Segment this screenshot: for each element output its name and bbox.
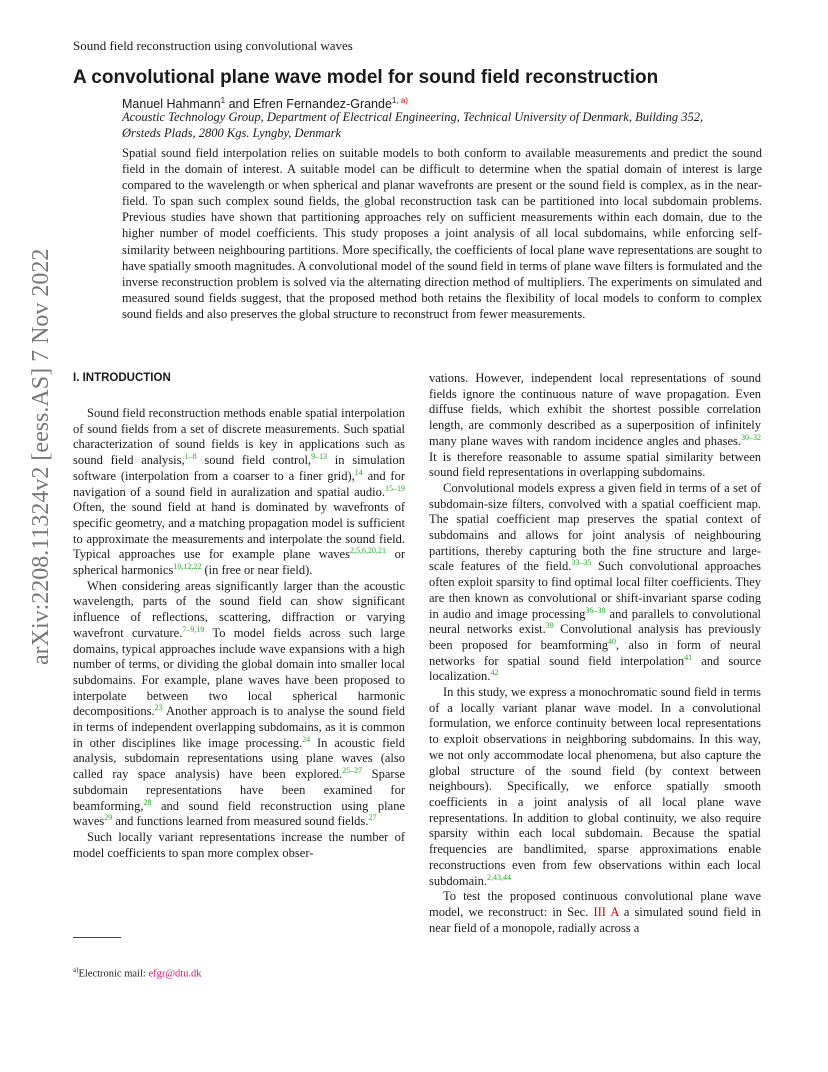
author-name: Efren Fernandez-Grande — [252, 97, 392, 112]
citation-link[interactable]: 10,12,22 — [173, 561, 202, 571]
paragraph: In this study, we express a monochromatic sound field in terms of a locally variant planar wave model. In a convolutional formulation, we enforce continuity between local representations to exploit observations in neighboring subdomains. In this way, we not only accommodate local phenomena, but also capture the global structure of the sound field (by context between neighbours). Specifically, we enforce spatially smooth coefficients in a joint analysis of all local plane wave representations. In addition to global continuity, we also require sparsity within each local subdomain. Because the spatial frequencies are bandlimited, sparse approximations enable reconstructions even from few observations within each local subdomain.$^{2,43,44}$ — [429, 685, 761, 888]
footnote-mark-link[interactable]: a) — [398, 96, 408, 105]
right-column — [429, 371, 761, 936]
paragraph: To test the proposed continuous convolutional plane wave model, we reconstruct: in Sec. III A a simulated sound field in near field of a monopole, radially across a — [429, 889, 761, 935]
affiliation-line: Ørsteds Plads, 2800 Kgs. Lyngby, Denmark — [122, 126, 342, 140]
section-heading: I. INTRODUCTION — [73, 372, 171, 384]
affiliation — [122, 109, 762, 141]
citation-link[interactable]: 1–8 — [184, 451, 197, 461]
running-head: Sound field reconstruction using convolutional waves — [73, 38, 353, 53]
paragraph: Convolutional models express a given field in terms of a set of subdomain-size filters, convolved with a spatial coefficient map. The spatial coefficient map preserves the spatial context of subdomains and allows for joint analysis of neighbouring partitions, thereby capturing both the fine structure and large-scale features of the field.$^{33-35}$ Such convolutional approaches often exploit sparsity to find optimal local filter coefficients. They are then known as convolutional or shift-invariant sparse coding in audio and image processing$^{36-38}$ and parallels to convolutional neural networks exist.$^{39}$ Convolutional analysis has previously been proposed for beamforming$^{40}$, also in form of neural networks for spatial sound field interpolation$^{41}$ and source localization.$^{42}$ — [429, 480, 761, 684]
affiliation-mark: 1, a) — [391, 96, 408, 105]
author-name: Manuel Hahmann — [122, 97, 221, 112]
citation-link[interactable]: 42 — [490, 668, 499, 678]
citation-link[interactable]: 41 — [684, 652, 693, 662]
footnote-rule — [73, 937, 121, 938]
citation-link[interactable]: 27 — [368, 813, 377, 823]
arxiv-stamp-text: arXiv:2208.11324v2 [eess.AS] 7 Nov 2022 — [28, 248, 54, 665]
citation-link[interactable]: 30–32 — [741, 432, 761, 442]
footnote — [73, 963, 403, 982]
citation-link[interactable]: 2,43,44 — [486, 872, 511, 882]
paragraph: Sound field reconstruction methods enable spatial interpolation of sound fields from a set of discrete measurements. Such spatial characterization of sound fields is key in applications such as sound field analysis,$^{1-8}$ sound field control,$^{9-13}$ in simulation software (interpolation from a coarser to a finer grid),$^{14}$ and for navigation of a sound field in auralization and spatial audio.$^{15-19}$ Often, the sound field at hand is dominated by wavefronts of specific geometry, and a matching propagation model is sufficient to approximate the measurements and interpolate the sound field. Typical approaches use for example plane waves$^{2,5,6,20,21}$ or spherical harmonics$^{10,12,22}$ (in free or near field). — [73, 406, 406, 578]
paper-title: A convolutional plane wave model for sound field reconstruction — [73, 67, 659, 88]
citation-link[interactable]: 24 — [302, 734, 311, 744]
citation-link[interactable]: 7–9,19 — [182, 624, 205, 634]
citation-link[interactable]: 2,5,6,20,21 — [349, 546, 386, 556]
paragraph: vations. However, independent local representations of sound fields ignore the continuous nature of wave propagation. Even diffuse fields, which exhibit the shortest possible correlation length, are commonly described as a superposition of infinitely many plane waves with random incidence angles and phases.$^{30-32}$ It is therefore reasonable to assume spatial similarity between sound field representations in overlapping subdomains. — [429, 371, 761, 480]
affiliation-line: Acoustic Technology Group, Department of Electrical Engineering, Technical University of Denmark, Building 352, — [122, 110, 704, 124]
section-crossref-link[interactable]: III A — [593, 904, 619, 919]
citation-link[interactable]: 15–19 — [385, 483, 405, 493]
citation-link[interactable]: 36–38 — [585, 605, 606, 615]
paragraph: When considering areas significantly larger than the acoustic wavelength, parts of the sound field can show significant influence of reflections, scattering, diffraction or varying wavefront curvature.$^{7-9,19}$ To model fields across such large domains, typical approaches include wave expansions with a high number of terms, or dividing the global domain into smaller local subdomains. For example, plane waves have been proposed to interpolate between two local spherical harmonic decompositions.$^{23}$ Another approach is to analyse the sound field in terms of independent overlapping subdomains, as it is common in other disciplines like image processing.$^{24}$ In acoustic field analysis, subdomain representations using plane waves (also called ray space analysis) have been explored.$^{25-27}$ Sparse subdomain representations have been examined for beamforming,$^{28}$ and sound field reconstruction using plane waves$^{29}$ and functions learned from measured sound fields.$^{27}$ — [73, 578, 405, 829]
citation-link[interactable]: 29 — [104, 813, 113, 823]
citation-link[interactable]: 14 — [354, 467, 363, 477]
citation-link[interactable]: 39 — [545, 621, 554, 631]
citation-link[interactable]: 9–13 — [311, 451, 328, 461]
footnote-mark: a) — [73, 966, 79, 974]
citation-link[interactable]: 23 — [154, 703, 163, 713]
paragraph: Such locally variant representations increase the number of model coefficients to span more complex obser- — [73, 829, 405, 860]
citation-link[interactable]: 33–35 — [571, 558, 592, 568]
abstract: Spatial sound field interpolation relies on suitable models to both conform to available measurements and predict the sound field in the domain of interest. A suitable model can be difficult to determine when the spatial domain of interest is large compared to the wavelength or when spherical and planar wavefronts are present or the sound field is complex, as in the near-field. To span such complex sound fields, the global reconstruction task can be partitioned into local subdomain problems. Previous studies have shown that partitioning approaches rely on sufficient measurements within each domain, due to the higher number of model coefficients. This study proposes a joint analysis of all local subdomains, while enforcing self-similarity between neighbouring partitions. More specifically, the coefficients of local plane wave representations are sought to have spatially smooth magnitudes. A convolutional model of the sound field in terms of plane wave filters is formulated and the inverse reconstruction problem is solved via the alternating direction method of multipliers. The experiments on simulated and measured sound fields suggest, that the proposed method both retains the flexibility of local models to conform to complex sound fields and also preserves the global structure to reconstruct from fewer measurements. — [122, 146, 762, 321]
footnote-label: Electronic mail: — [78, 968, 149, 980]
affiliation-mark: 1 — [220, 96, 226, 105]
author-conjunction: and — [228, 97, 250, 112]
citation-link[interactable]: 28 — [143, 797, 152, 807]
citation-link[interactable]: 40 — [607, 636, 616, 646]
left-column — [73, 371, 405, 861]
email-link[interactable]: efgr@dtu.dk — [148, 968, 202, 980]
citation-link[interactable]: 25–27 — [342, 766, 363, 776]
